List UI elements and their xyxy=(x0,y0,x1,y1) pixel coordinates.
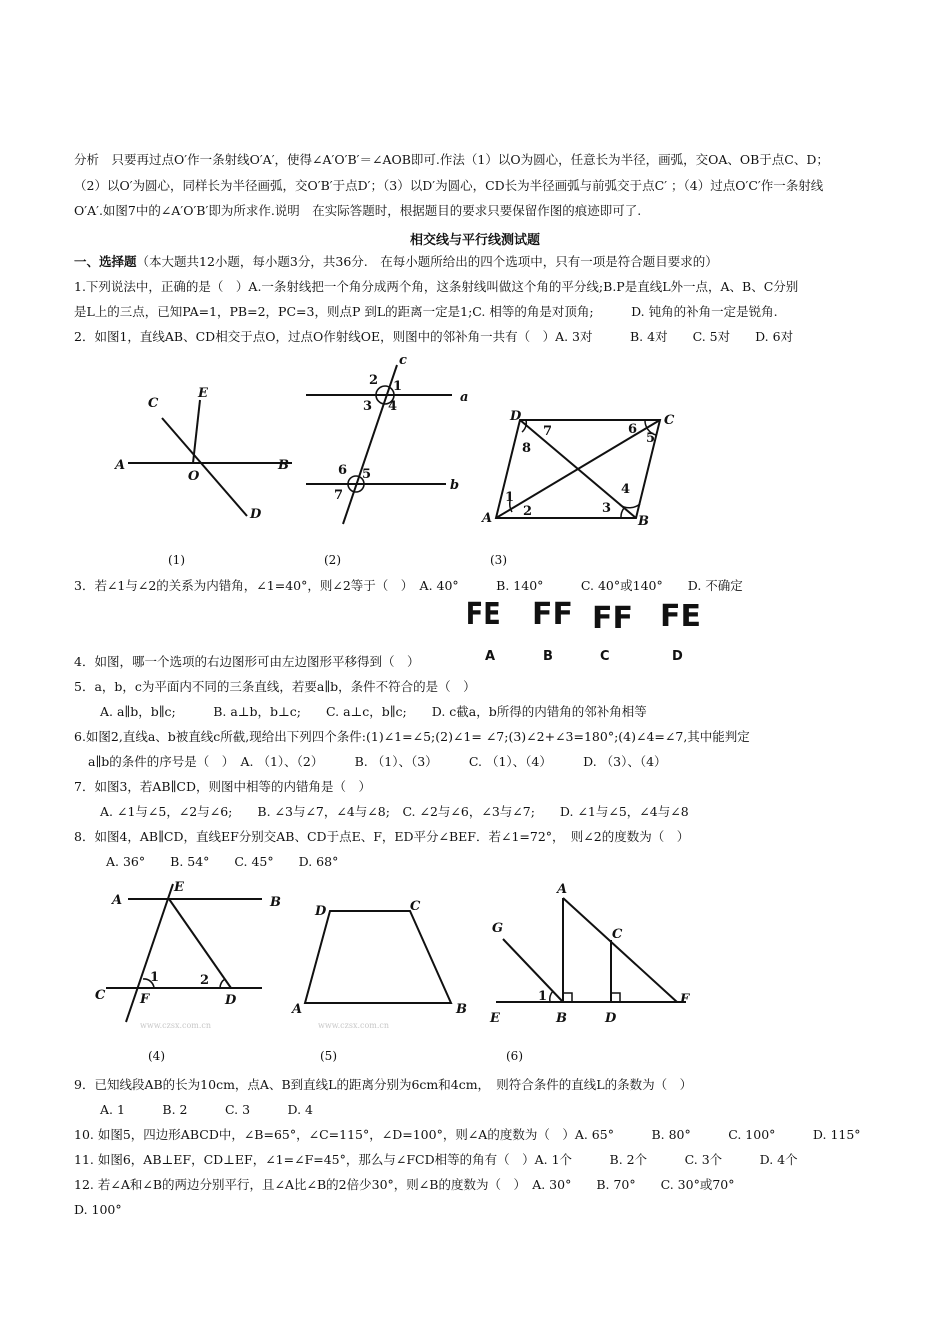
fig4-label-d: D xyxy=(225,993,237,1008)
line-ef xyxy=(126,884,173,1022)
fig6-label-b: B xyxy=(556,1011,567,1026)
fig3-label-c: C xyxy=(664,413,675,428)
fig5-label-d: D xyxy=(315,904,327,919)
fig3-angle-3: 3 xyxy=(602,501,612,516)
fig5-label-a: A xyxy=(292,1002,303,1017)
line-cd xyxy=(162,418,247,516)
arc-angle-4 xyxy=(620,504,640,508)
fig2-label-c: c xyxy=(399,353,407,368)
fig6-label-d: D xyxy=(605,1011,617,1026)
question-6b: a∥b的条件的序号是（ ） A. （1）、（2） B. （1）、（3） C. （1）、（4） D. （3）、（4） xyxy=(88,754,667,769)
watermark-fig4: www.czsx.com.cn xyxy=(140,1021,212,1030)
q4-letter-c: C xyxy=(600,649,610,664)
question-9-options: A. 1 B. 2 C. 3 D. 4 xyxy=(100,1102,314,1117)
fig2-label-a: a xyxy=(460,390,469,405)
right-angle-b xyxy=(563,993,572,1002)
watermark-fig5: www.czsx.com.cn xyxy=(318,1021,390,1030)
fig4-angle-1: 1 xyxy=(150,970,160,985)
question-8: 8．如图4，AB∥CD，直线EF分别交AB、CD于点E、F，ED平分∠BEF．若∠1=72°， 则∠2的度数为（ ） xyxy=(74,829,690,844)
fig6-label-e: E xyxy=(490,1011,500,1026)
right-angle-d xyxy=(611,993,620,1002)
fig5-label-b: B xyxy=(456,1002,467,1017)
fig3-label-b: B xyxy=(638,514,649,529)
segment-af xyxy=(563,898,677,1002)
fig2-angle-1: 1 xyxy=(393,379,403,394)
fig2-angle-7: 7 xyxy=(334,488,344,503)
fig1-label-c: C xyxy=(148,396,159,411)
fig2-angle-4: 4 xyxy=(388,399,398,414)
arc-angle-2 xyxy=(220,979,225,988)
figure-3 xyxy=(480,409,675,567)
question-5: 5．a，b，c为平面内不同的三条直线，若要a∥b，条件不符合的是（ ） xyxy=(74,679,476,694)
fig6-label-a: A xyxy=(557,882,568,897)
figure-2 xyxy=(306,353,468,567)
fig4-angle-2: 2 xyxy=(200,973,210,988)
question-8-options: A. 36° B. 54° C. 45° D. 68° xyxy=(106,854,339,869)
question-7: 7．如图3，若AB∥CD，则图中相等的内错角是（ ） xyxy=(74,779,371,794)
analysis-line-1: 分析 只要再过点O′作一条射线O′A′，使得∠A′O′B′＝∠AOB即可.作法（1）以O为圆心，任意长为半径，画弧，交OA、OB于点C、D； xyxy=(74,152,829,167)
fig2-angle-2: 2 xyxy=(369,373,379,388)
figure-4 xyxy=(95,880,281,1063)
figure-1 xyxy=(113,386,292,567)
question-3: 3．若∠1与∠2的关系为内错角，∠1=40°，则∠2等于（ ） A. 40° B. 140° C. 40°或140° D. 不确定 xyxy=(74,578,743,593)
fig5-label-c: C xyxy=(410,899,421,914)
fig6-angle-1: 1 xyxy=(538,989,548,1004)
question-10: 10. 如图5，四边形ABCD中，∠B=65°，∠C=115°，∠D=100°，则∠A的度数为（ ）A. 65° B. 80° C. 100° D. 115° xyxy=(74,1127,861,1142)
diagonal-bd xyxy=(520,420,636,518)
fig1-label-d: D xyxy=(250,507,262,522)
fig1-caption: (1) xyxy=(168,553,185,567)
analysis-line-3: O′A′.如图7中的∠A′O′B′即为所求作.说明 在实际答题时，根据题目的要求只要保留作图的痕迹即可了. xyxy=(74,203,642,218)
question-12b: D. 100° xyxy=(74,1202,122,1217)
fig6-label-c: C xyxy=(612,927,623,942)
question-1a: 1.下列说法中，正确的是（ ）A.一条射线把一个角分成两个角，这条射线叫做这个角的平分线;B.P是直线L外一点，A、B、C分别 xyxy=(74,279,799,294)
figure-5 xyxy=(290,899,467,1063)
question-12a: 12. 若∠A和∠B的两边分别平行，且∠A比∠B的2倍少30°，则∠B的度数为（ ） A. 30° B. 70° C. 30°或70° xyxy=(74,1177,735,1192)
fig1-label-o: O xyxy=(188,469,200,484)
question-2: 2．如图1，直线AB、CD相交于点O，过点O作射线OE，则图中的邻补角一共有（ ）A. 3对 B. 4对 C. 5对 D. 6对 xyxy=(74,329,794,344)
fig4-label-a: A xyxy=(112,893,123,908)
q4-shape-a: FE xyxy=(465,595,501,632)
fig3-angle-2: 2 xyxy=(523,504,533,519)
segment-gb xyxy=(503,939,563,1002)
fig3-angle-4: 4 xyxy=(621,482,631,497)
fig3-caption: (3) xyxy=(490,553,507,567)
quadrilateral-abcd xyxy=(305,911,451,1003)
question-7-options: A. ∠1与∠5，∠2与∠6; B. ∠3与∠7，∠4与∠8; C. ∠2与∠6，∠3与∠7; D. ∠1与∠5，∠4与∠8 xyxy=(100,804,689,819)
q4-letter-a: A xyxy=(485,649,496,664)
q4-shape-d: FE xyxy=(660,599,701,634)
fig3-angle-6: 6 xyxy=(628,422,638,437)
fig4-label-e: E xyxy=(174,880,184,895)
fig2-angle-3: 3 xyxy=(363,399,373,414)
fig1-label-b: B xyxy=(278,458,289,473)
fig3-angle-7: 7 xyxy=(543,424,553,439)
fig2-caption: (2) xyxy=(324,553,341,567)
fig4-label-f: F xyxy=(140,992,150,1007)
arc-angle-3 xyxy=(621,508,624,518)
question-9: 9．已知线段AB的长为10cm，点A、B到直线L的距离分别为6cm和4cm， 则符合条件的直线L的条数为（ ） xyxy=(74,1077,693,1092)
section-heading: 一、选择题 xyxy=(74,254,137,269)
fig3-label-d: D xyxy=(510,409,522,424)
fig6-label-f: F xyxy=(680,992,690,1007)
fig1-label-e: E xyxy=(198,386,208,401)
question-4: 4．如图，哪一个选项的右边图形可由左边图形平移得到（ ） xyxy=(74,654,420,669)
fig5-caption: (5) xyxy=(320,1049,337,1063)
q4-shape-c: FF xyxy=(592,601,633,636)
test-title: 相交线与平行线测试题 xyxy=(409,233,540,248)
fig2-label-b: b xyxy=(450,478,460,493)
question-1b: 是L上的三点，已知PA=1，PB=2，PC=3，则点P 到L的距离一定是1;C. 相等的角是对顶角; D. 钝角的补角一定是锐角. xyxy=(74,304,778,319)
fig3-label-a: A xyxy=(482,511,493,526)
fig2-angle-6: 6 xyxy=(338,463,348,478)
figure-6 xyxy=(489,882,690,1063)
q4-letter-d: D xyxy=(672,649,683,664)
fig4-label-c: C xyxy=(95,988,106,1003)
fig2-angle-5: 5 xyxy=(362,467,372,482)
fig6-label-g: G xyxy=(492,921,504,936)
q4-options xyxy=(466,596,701,664)
fig3-angle-8: 8 xyxy=(522,441,532,456)
q4-shape-b: FF xyxy=(532,597,573,632)
question-11: 11. 如图6，AB⊥EF，CD⊥EF，∠1=∠F=45°，那么与∠FCD相等的角有（ ）A. 1个 B. 2个 C. 3个 D. 4个 xyxy=(74,1152,798,1167)
question-6a: 6.如图2,直线a、b被直线c所截,现给出下列四个条件:(1)∠1=∠5;(2)∠1= ∠7;(3)∠2+∠3=180°;(4)∠4=∠7,其中能判定 xyxy=(74,729,750,744)
arc-angle-1 xyxy=(550,991,553,1002)
fig4-caption: (4) xyxy=(148,1049,165,1063)
question-5-options: A. a∥b，b∥c; B. a⊥b，b⊥c; C. a⊥c，b∥c; D. c截a，b所得的内错角的邻补角相等 xyxy=(100,704,647,719)
analysis-line-2: （2）以O′为圆心，同样长为半径画弧，交O′B′于点D′；（3）以D′为圆心，CD长为半径画弧与前弧交于点C′ ；（4）过点O′C′作一条射线 xyxy=(74,178,824,193)
fig6-caption: (6) xyxy=(506,1049,523,1063)
fig1-label-a: A xyxy=(115,458,126,473)
fig4-label-b: B xyxy=(270,895,281,910)
fig3-angle-5: 5 xyxy=(646,431,656,446)
fig3-angle-1: 1 xyxy=(505,490,515,505)
line-c xyxy=(343,365,397,524)
q4-letter-b: B xyxy=(543,649,553,664)
section-desc: （本大题共12小题，每小题3分，共36分. 在每小题所给出的四个选项中，只有一项是符合题目要求的） xyxy=(136,254,718,269)
ray-oe xyxy=(193,400,200,463)
